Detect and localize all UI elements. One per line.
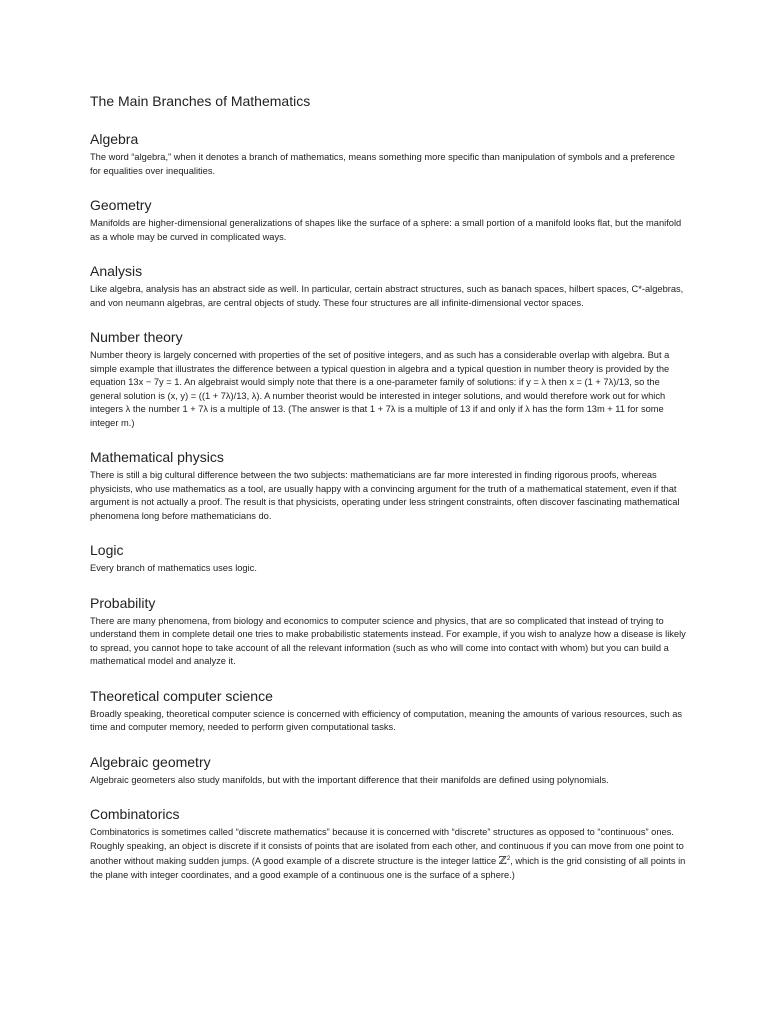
section-heading: Analysis xyxy=(90,263,143,279)
document-title: The Main Branches of Mathematics xyxy=(90,93,311,109)
section-paragraph xyxy=(90,826,688,882)
section-paragraph: Algebraic geometers also study manifolds, but with the important difference that their manifolds are defined using polynomials. xyxy=(90,774,609,785)
section-logic xyxy=(90,541,688,576)
section-combinatorics xyxy=(90,805,688,882)
section-paragraph: Every branch of mathematics uses logic. xyxy=(90,563,257,573)
section-heading: Combinatorics xyxy=(90,806,180,822)
section-heading: Algebraic geometry xyxy=(90,753,211,770)
section-probability xyxy=(90,594,688,669)
section-heading: Mathematical physics xyxy=(90,449,224,465)
section-paragraph: Manifolds are higher-dimensional generalizations of shapes like the surface of a sphere: a small portion of a manifold looks flat, but the manifold as a whole may be curved in complicated ways. xyxy=(90,218,682,242)
section-theoretical-computer-science xyxy=(90,687,688,735)
section-paragraph: Number theory is largely concerned with properties of the set of positive integers, and as such has a considerable overlap with algebra. But a simple example that illustrates the difference between a typical question in algebra and a typical question in number theory is provided by the equation 13x − 7y = 1. An algebraist would simply note that there is a one-parameter family of solutions: if y = λ then x = (1 + 7λ)/13, so the general solution is (x, y) = ((1 + 7λ)/13, λ). A number theorist would be interested in integer solutions, and would therefore work out for which integers λ the number 1 + 7λ is a multiple of 13. (The answer is that 1 + 7λ is a multiple of 13 if and only if λ has the form 13m + 11 for some integer m.) xyxy=(90,350,670,428)
section-paragraph: Like algebra, analysis has an abstract side as well. In particular, certain abstract structures, such as banach spaces, hilbert spaces, C*-algebras, and von neumann algebras, are central objects of study. These four structures are all infinite-dimensional vector spaces. xyxy=(90,284,684,308)
paragraph-text-end: , which is the grid consisting of all points in the plane with integer coordinates, and a good example of a continuous one is the surface of a sphere.) xyxy=(90,856,686,880)
section-paragraph: There is still a big cultural difference between the two subjects: mathematicians are far more interested in finding rigorous proofs, whereas physicists, who use mathematics as a tool, are usually happy with a convincing argument for the truth of a mathematical statement, even if that argument is not actually a proof. The result is that physicists, operating under less stringent constraints, often discover fascinating mathematical phenomena long before mathematicians do. xyxy=(90,470,680,521)
section-heading: Logic xyxy=(90,542,124,558)
section-heading: Algebra xyxy=(90,131,139,147)
section-mathematical-physics xyxy=(90,448,688,523)
section-heading: Theoretical computer science xyxy=(90,687,273,704)
section-analysis xyxy=(90,262,688,310)
section-paragraph: The word “algebra,” when it denotes a branch of mathematics, means something more specific than manipulation of symbols and a preference for equalities over inequalities. xyxy=(90,152,675,176)
paragraph-text-start: Combinatorics is sometimes called “discrete mathematics” because it is concerned with “discrete” structures as opposed to “continuous” ones. Roughly speaking, an object is discrete if it consists of points that are isolated from each other, and continuous if you can move from one point to another without making sudden jumps. (A good example of a discrete structure is the integer lattice xyxy=(90,827,684,867)
section-heading: Number theory xyxy=(90,329,183,345)
section-geometry xyxy=(90,196,688,244)
section-number-theory xyxy=(90,328,688,430)
superscript-exponent: 2 xyxy=(506,856,511,862)
section-paragraph: There are many phenomena, from biology and economics to computer science and physics, that are so complicated that instead of trying to understand them in complete detail one tries to make probabilistic statements instead. For example, if you wish to analyze how a disease is likely to spread, you cannot hope to take account of all the relevant information (such as who will come into contact with whom) but you can build a mathematical model and analyze it. xyxy=(90,615,686,666)
section-algebra xyxy=(90,130,688,178)
section-paragraph: Broadly speaking, theoretical computer science is concerned with efficiency of computation, meaning the amounts of various resources, such as time and computer memory, needed to perform given computational tasks. xyxy=(90,708,683,732)
integer-lattice-symbol: ℤ xyxy=(498,854,507,868)
section-algebraic-geometry xyxy=(90,753,688,788)
section-heading: Geometry xyxy=(90,197,152,213)
section-heading: Probability xyxy=(90,594,156,611)
